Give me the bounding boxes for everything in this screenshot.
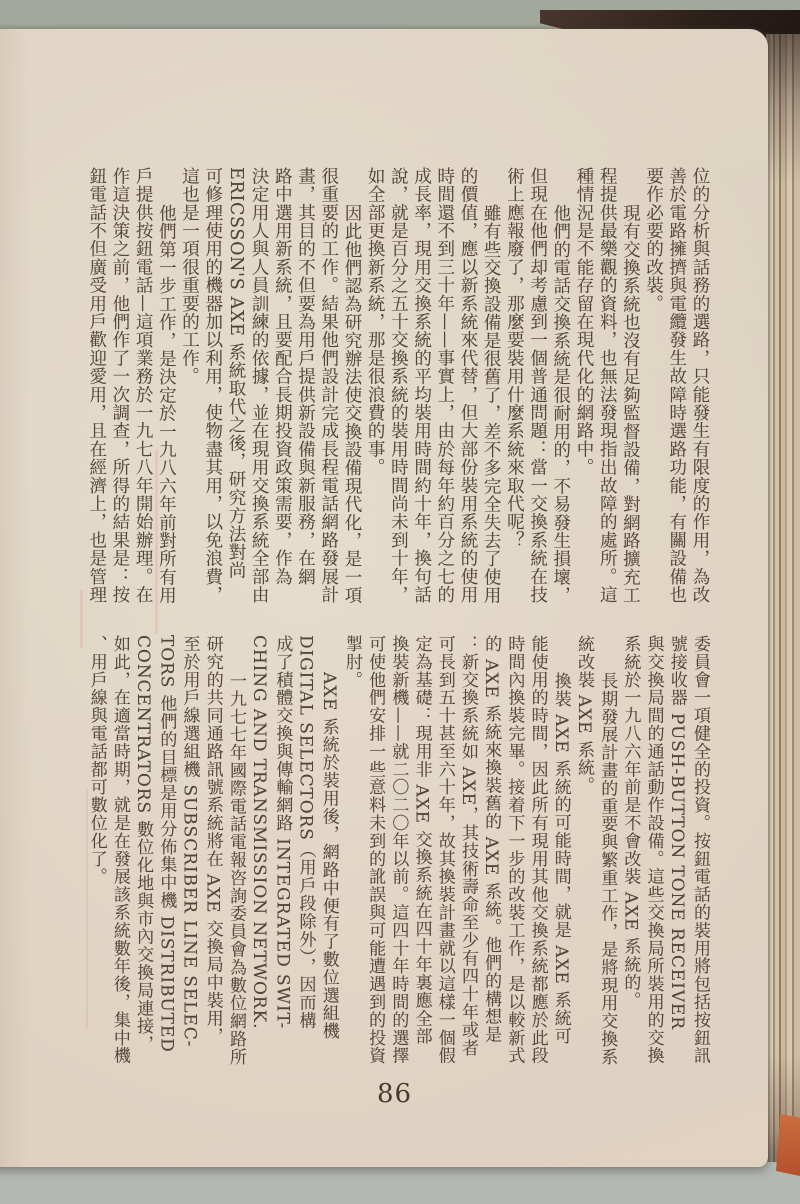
text-column: 時間內換裝完畢。接着下一步的改裝工作，是以較新式	[504, 635, 525, 1065]
text-column: 與交換局間的通話動作設備。這些交換局所裝用的交換	[643, 635, 664, 1065]
text-column: ERICSSON'S AXE 系統取代之後，研究方法對尚	[225, 167, 246, 580]
text-column: 掣肘。	[341, 635, 362, 689]
text-column: 他們第一步工作，是決定於一九八六年前對所有用	[156, 204, 177, 605]
text-column: 術上應報廢了，那麼要裝用什麼系統來取代呢？	[504, 167, 525, 550]
text-column: CONCENTRATORS 數位化地與市內交換局連接，	[133, 635, 154, 1054]
text-column: 可使他們安排一些意料未到的訛誤與可能遭遇到的投資	[365, 635, 386, 1065]
text-column: 能使用的時間，因此所有現用其他交換系統都應於此段	[527, 635, 548, 1065]
text-column: 善於電路擁擠與電纜發生故障時選路功能，有關設備也	[666, 167, 687, 604]
text-column: 成長率，現用交換系統的平均裝用時間約十年，換句話	[411, 167, 432, 604]
page-number: 86	[377, 1079, 413, 1109]
text-column: 可修理使用的機器加以利用，使物盡其用，以免浪費，	[202, 167, 223, 604]
text-column: 畫，其目的不但要為用戶提供新設備與新服務，在網	[295, 167, 316, 586]
text-column: 這也是一項很重要的工作。	[179, 167, 200, 386]
text-column: 戶提供按鈕電話—這項業務於一九七八年開始辦理。在	[133, 167, 154, 604]
text-column: 定為基礎：現用非 AXE 交換系統在四十年裏應全部	[411, 635, 432, 1046]
text-column: 系統於一九八六年前是不會改裝 AXE 系統的。	[620, 635, 641, 1010]
text-column: 因此他們認為研究辦法使交換設備現代化，是一項	[341, 204, 362, 605]
text-column: 成了積體交換與傳輸網路 INTEGRATED SWIT-	[272, 635, 293, 1030]
text-column: 號接收器 PUSH-BUTTON TONE RECEIVER	[666, 635, 687, 1030]
text-column: 如全部更換新系統，那是很浪費的事。	[365, 167, 386, 477]
text-column: 至於用戶線選組機 SUBSCRIBER LINE SELEC-	[179, 635, 200, 1048]
text-column: AXE 系統於裝用後，網路中便有了數位選組機	[318, 672, 339, 1040]
text-column: 的價值，應以新系統來代替，但大部份裝用系統的使用	[457, 167, 478, 604]
book-page	[0, 29, 768, 1167]
text-column: 很重要的工作。結果他們設計完成長程電話網路發展計	[318, 167, 339, 604]
text-column: 要作必要的改裝。	[643, 167, 664, 313]
text-column: 一九七七年國際電話電報咨詢委員會為數位網路所	[225, 672, 246, 1066]
text-column: 他們的電話交換系統是很耐用的，不易發生損壞，	[550, 204, 571, 605]
text-column: 現有交換系統也沒有足夠監督設備，對網路擴充工	[620, 204, 641, 605]
show-through-mark	[80, 589, 83, 649]
text-section-bottom	[85, 635, 711, 1067]
text-column: 可長到五十甚至六十年，故其換裝計畫就以這樣一個假	[434, 635, 455, 1065]
text-column: 長期發展計畫的重要與繁重工作，是將現用交換系	[597, 672, 618, 1066]
text-column: 的 AXE 系統來換裝舊的 AXE 系統。他們的構想是	[481, 635, 502, 1044]
text-column: 種情況是不能存留在現代化的網路中。	[573, 167, 594, 477]
text-column: 但現在他們却考慮到一個普通問題：當一交換系統在技	[527, 167, 548, 604]
text-column: 換裝 AXE 系統的可能時間，就是 AXE 系統可	[550, 672, 571, 1045]
page-edge-stack	[766, 34, 800, 1162]
text-column: 位的分析與話務的選路，只能發生有限度的作用，為改	[690, 167, 710, 604]
text-section-top	[85, 167, 711, 609]
text-column: 、用戶線與電話都可數位化了。	[86, 635, 107, 886]
text-column: 時間還不到三十年——事實上，由於每年約百分之七的	[434, 167, 455, 604]
text-column: 雖有些交換設備是很舊了，差不多完全失去了使用	[481, 204, 502, 605]
text-column: TORS 他們的目標是用分佈集中機 DISTRIBUTED	[156, 635, 177, 1053]
text-column: 決定用人與人員訓練的依據，並在現用交換系統全部由	[249, 167, 270, 604]
text-column: 統改裝 AXE 系統。	[573, 635, 594, 795]
text-column: 說，就是百分之五十交換系統的裝用時間尚未到十年，	[388, 167, 409, 604]
text-column: 程提供最樂觀的資料，也無法發現指出故障的處所。這	[597, 167, 618, 604]
text-column: 研究的共同通路訊號系統將在 AXE 交換局中裝用，	[202, 635, 223, 1046]
text-column: 委員會一項健全的投資。按鈕電話的裝用將包括按鈕訊	[690, 635, 710, 1065]
text-column: 路中選用新系統，且要配合長期投資政策需要，作為	[272, 167, 293, 586]
text-column: 如此，在適當時期，就是在發展該系統數年後，集中機	[109, 635, 130, 1065]
text-column: CHING AND TRANSMISSION NETWORK.	[249, 635, 270, 1030]
text-column: 換裝新機——就二〇二〇年以前。這四十年時間的選擇	[388, 635, 409, 1065]
text-column: 鈕電話不但廣受用戶歡迎愛用，且在經濟上，也是管理	[86, 167, 107, 604]
text-column: DIGITAL SELECTORS（用戶段除外），因而構	[295, 635, 316, 1030]
text-column: ：新交換系統如 AXE，其技術壽命至少有四十年或者	[457, 635, 478, 1057]
text-column: 作這決策之前，他們作了一次調查，所得的結果是：按	[109, 167, 130, 604]
